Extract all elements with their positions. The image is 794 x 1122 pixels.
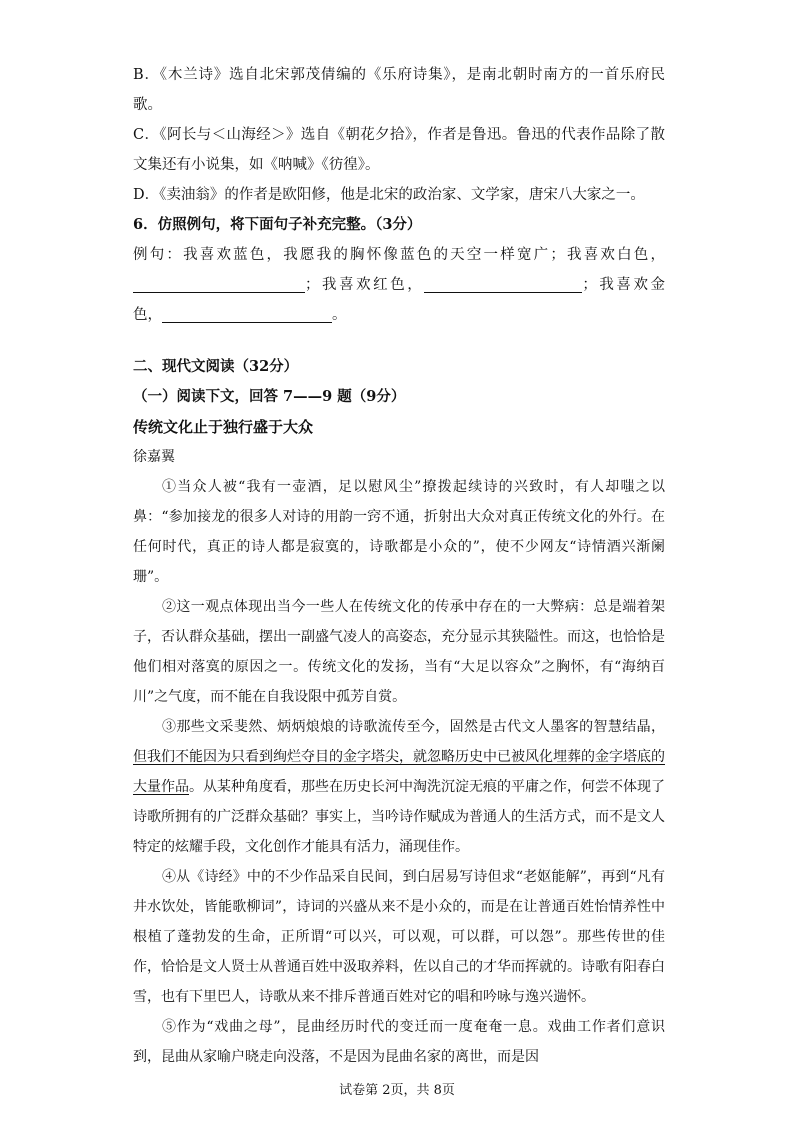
question-6-body: [133, 240, 665, 330]
answer-blank-3[interactable]: [162, 304, 332, 323]
section-2-heading: 二、现代文阅读（32分）: [133, 358, 299, 375]
answer-blank-1[interactable]: [133, 274, 305, 293]
paragraph-3-part-a: ③那些文采斐然、炳炳烺烺的诗歌流传至今，固然是古代文人墨客的智慧结晶，: [162, 719, 665, 735]
question-6-example: 例句：我喜欢蓝色，我愿我的胸怀像蓝色的天空一样宽广；我喜欢白色，: [133, 247, 665, 263]
paragraph-3-part-b: 。从某种角度看，那些在历史长河中淘洗沉淀无痕的平庸之作，何尝不体现了诗歌所拥有的广泛群众基础？事实上，当吟诗作赋成为普通人的生活方式，而不是文人特定的炫耀手段，文化创作才能具有活力，涌现佳作。: [133, 779, 665, 855]
option-c: C．《阿长与＜山海经＞》选自《朝花夕拾》，作者是鲁迅。鲁迅的代表作品除了散文集还有小说集，如《呐喊》《彷徨》。: [133, 127, 665, 173]
question-6-end: 。: [332, 307, 347, 323]
question-6-mid-1: ；我喜欢红色，: [305, 277, 425, 293]
section-2-subheading: （一）阅读下文，回答 7——9 题（9分）: [133, 388, 406, 405]
article-paragraph-2: ②这一观点体现出当今一些人在传统文化的传承中存在的一大弊病：总是端着架子，否认群众基础，摆出一副盛气凌人的高姿态，充分显示其狭隘性。而这，也恰恰是他们相对落寞的原因之一。传统文化的发扬，当有“大足以容众”之胸怀，有“海纳百川”之气度，而不能在自我设限中孤芳自赏。: [133, 599, 665, 705]
answer-blank-2[interactable]: [424, 274, 582, 293]
option-b: B．《木兰诗》选自北宋郭茂倩编的《乐府诗集》，是南北朝时南方的一首乐府民歌。: [133, 67, 665, 113]
page-footer: 试卷第 2页，共 8页: [339, 1083, 455, 1098]
article-title: 传统文化止于独行盛于大众: [133, 418, 314, 436]
question-6-mid-2: ；我喜欢金色，: [133, 277, 666, 323]
page-content: [133, 60, 665, 1072]
option-d: D．《卖油翁》的作者是欧阳修，他是北宋的政治家、文学家，唐宋八大家之一。: [133, 187, 645, 203]
underlined-sentence: 但我们不能因为只看到绚烂夺目的金字塔尖，就忽略历史中已被风化埋葬的金字塔底的大量作品: [133, 749, 665, 795]
section-gap: [133, 330, 665, 352]
article-paragraph-4: ④从《诗经》中的不少作品采自民间，到白居易写诗但求“老妪能解”，再到“凡有井水饮处，皆能歌柳词”，诗词的兴盛从来不是小众的，而是在让普通百姓怡情养性中根植了蓬勃发的生命，正所谓“可以兴，可以观，可以群，可以怨”。那些传世的佳作，恰恰是文人贤士从普通百姓中汲取养料，佐以自己的才华而挥就的。诗歌有阳春白雪，也有下里巴人，诗歌从来不排斥普通百姓对它的唱和吟咏与逸兴遄怀。: [133, 869, 665, 1005]
article-author: 徐嘉翼: [133, 449, 175, 465]
article-paragraph-1: ①当众人被“我有一壶酒，足以慰风尘”撩拨起续诗的兴致时，有人却嗤之以鼻：“参加接龙的很多人对诗的用韵一窍不通，折射出大众对真正传统文化的外行。在任何时代，真正的诗人都是寂寞的，诗歌都是小众的”，使不少网友“诗情酒兴渐阑珊”。: [133, 479, 665, 585]
article-paragraph-3: [133, 712, 665, 862]
question-6-heading: 6．仿照例句，将下面句子补充完整。（3分）: [133, 216, 422, 233]
article-paragraph-5: ⑤作为“戏曲之母”，昆曲经历时代的变迁而一度奄奄一息。戏曲工作者们意识到，昆曲从家喻户晓走向没落，不是因为昆曲名家的离世，而是因: [133, 1019, 665, 1065]
